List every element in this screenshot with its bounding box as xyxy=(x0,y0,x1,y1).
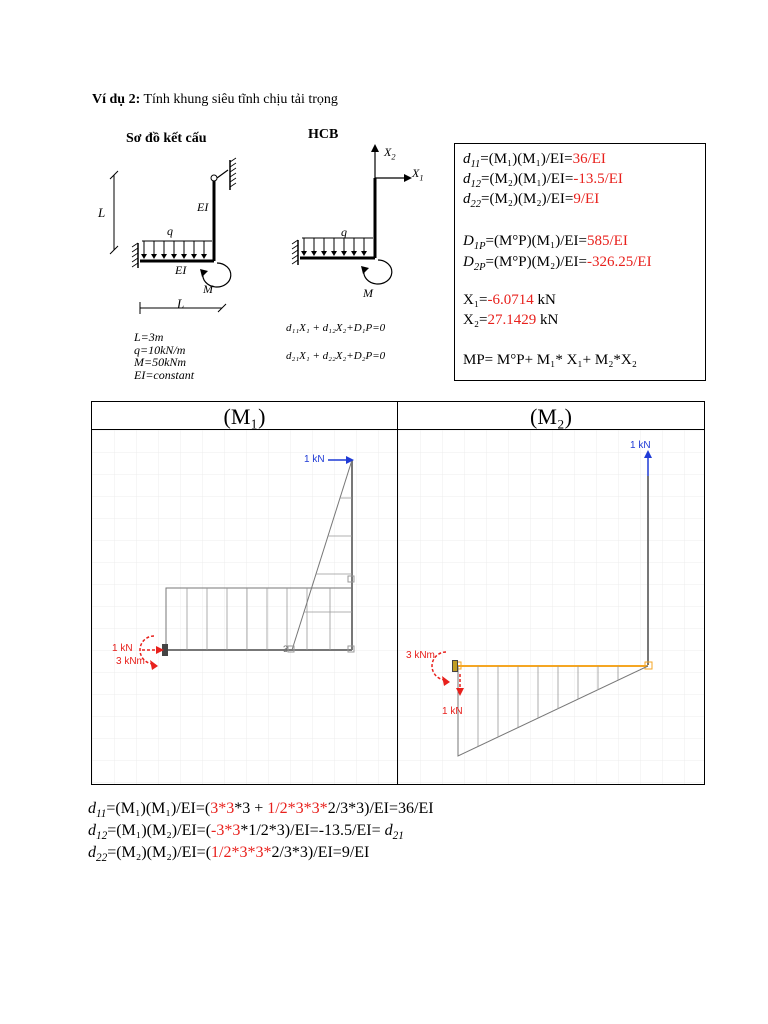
result-d22: $d_{22}=(M_2)(M_2)/EI=9/EI$ xyxy=(463,191,600,210)
label-X2-sub: 2 xyxy=(391,152,396,162)
M1-force-top-label: 1 kN xyxy=(304,454,325,465)
M1-force-left-label: 1 kN xyxy=(112,643,133,654)
D1P-lhs: =(M°P)(M₁)/EI= xyxy=(485,233,587,249)
hcb-heading: HCB xyxy=(308,127,339,142)
eq2-mid-1: *1/2*3)/EI=-13.5/EI= xyxy=(240,822,385,839)
bottom-eq-d12: $d_{12}=(M_1)(M_2)/EI=(-3*3*1/2*3)/EI=-13.5/EI= d_{21}$ xyxy=(88,822,404,843)
structure-diagram xyxy=(100,150,260,320)
d12-lhs: =(M₂)(M₁)/EI= xyxy=(481,171,574,187)
result-X2 xyxy=(463,312,558,329)
result-d11: $d_{11}=(M_1)(M_1)/EI=36/EI$ xyxy=(463,151,606,170)
eq1-mid-2: 2/3*3)/EI=36/EI xyxy=(327,800,434,817)
eq1-mid-1: *3 + xyxy=(234,800,268,817)
D1P-value: 585/EI xyxy=(587,233,628,249)
canonical-equation-2: d₂₁X₁ + d₂₂X₂+D₂P=0 xyxy=(286,350,386,362)
label-EI-beam: EI xyxy=(175,263,187,277)
eq3-mid-1: 2/3*3)/EI=9/EI xyxy=(271,844,370,861)
label-q: q xyxy=(167,224,173,238)
eq2-tail-sub: 21 xyxy=(392,830,404,843)
X2-value: 27.1429 xyxy=(487,312,537,328)
X1-lhs: X₁= xyxy=(463,292,488,308)
X1-value: -6.0714 xyxy=(487,292,534,308)
eq3-lhs: =(M₂)(M₂)/EI=( xyxy=(107,844,212,861)
title-text: Tính khung siêu tĩnh chịu tải trọng xyxy=(140,92,338,107)
label-X1-main: X xyxy=(412,166,420,180)
eq3-red-1: 1/2*3*3* xyxy=(211,844,272,861)
label-X2-main: X xyxy=(384,145,392,159)
label-L-horizontal: L xyxy=(177,296,185,311)
eq2-tail: d xyxy=(384,822,393,839)
hcb-label-M: M xyxy=(363,286,373,300)
structure-heading: Sơ đồ kết cấu xyxy=(126,131,207,146)
result-X1 xyxy=(463,292,556,309)
eq1-red-1: 3*3 xyxy=(210,800,235,817)
result-D1P: $D_{1P}=(M^\circ P)(M_1)/EI=585/EI$ xyxy=(463,233,628,252)
X2-lhs: X₂= xyxy=(463,312,488,328)
d11-value: 36/EI xyxy=(572,151,606,167)
eq2-red-1: -3*3 xyxy=(211,822,241,839)
panel-M1 xyxy=(92,430,397,784)
eq1-red-2: 1/2*3*3* xyxy=(267,800,328,817)
d12-value: -13.5/EI xyxy=(573,171,623,187)
param-M: M=50kNm xyxy=(134,355,187,369)
d11-lhs: =(M₁)(M₁)/EI= xyxy=(480,151,573,167)
param-EI: EI=constant xyxy=(134,367,195,382)
hcb-label-q: q xyxy=(341,225,347,239)
header-M1: (M₁) xyxy=(92,402,397,430)
hcb-diagram xyxy=(290,140,430,300)
header-M2: (M₂) xyxy=(398,402,704,430)
canonical-equation-1: d₁₁X₁ + d₁₂X₂+D₁P=0 xyxy=(286,322,386,334)
label-X1-sub: 1 xyxy=(419,173,424,183)
title-prefix: Ví dụ 2: xyxy=(92,92,141,107)
result-D2P: $D_{2P}=(M^\circ P)(M_2)/EI=-326.25/EI$ xyxy=(463,254,652,273)
X2-unit: kN xyxy=(536,312,559,328)
parameters-list xyxy=(134,331,194,381)
M1-diagram xyxy=(92,430,397,784)
eq1-lhs: =(M₁)(M₁)/EI=( xyxy=(106,800,211,817)
moment-diagram-table xyxy=(91,401,705,785)
X1-unit: kN xyxy=(533,292,556,308)
label-X1 xyxy=(412,166,424,182)
M1-node-label: 3 xyxy=(283,644,289,654)
result-MP-formula: MP= M°P+ M₁* X₁+ M₂*X₂ xyxy=(463,352,637,368)
M2-diagram xyxy=(398,430,704,784)
panel-M2 xyxy=(398,430,704,784)
label-EI-column: EI xyxy=(197,200,209,214)
d22-lhs: =(M₂)(M₂)/EI= xyxy=(481,191,574,207)
label-L-vertical: L xyxy=(98,205,106,220)
bottom-eq-d11: $d_{11}=(M_1)(M_1)/EI=(3*3*3 + 1/2*3*3*2/3*3)/EI=36/EI$ xyxy=(88,800,434,821)
eq2-lhs: =(M₁)(M₂)/EI=( xyxy=(107,822,212,839)
M2-force-top-label: 1 kN xyxy=(630,440,651,451)
D2P-value: -326.25/EI xyxy=(587,254,652,270)
M1-moment-left-label: 3 kNm xyxy=(116,656,145,667)
label-M: M xyxy=(203,282,213,296)
label-X2 xyxy=(384,145,396,161)
bottom-eq-d22: $d_{22}=(M_2)(M_2)/EI=(1/2*3*3*2/3*3)/EI=9/EI$ xyxy=(88,844,370,865)
M2-force-down-label: 1 kN xyxy=(442,706,463,717)
param-q: q=10kN/m xyxy=(134,342,186,357)
result-d12: $d_{12}=(M_2)(M_1)/EI=-13.5/EI$ xyxy=(463,171,623,190)
example-title xyxy=(92,92,338,108)
d22-value: 9/EI xyxy=(573,191,600,207)
param-L: L=3m xyxy=(134,330,164,344)
D2P-lhs: =(M°P)(M₂)/EI= xyxy=(485,254,587,270)
results-box xyxy=(454,143,706,381)
M2-moment-left-label: 3 kNm xyxy=(406,650,435,661)
